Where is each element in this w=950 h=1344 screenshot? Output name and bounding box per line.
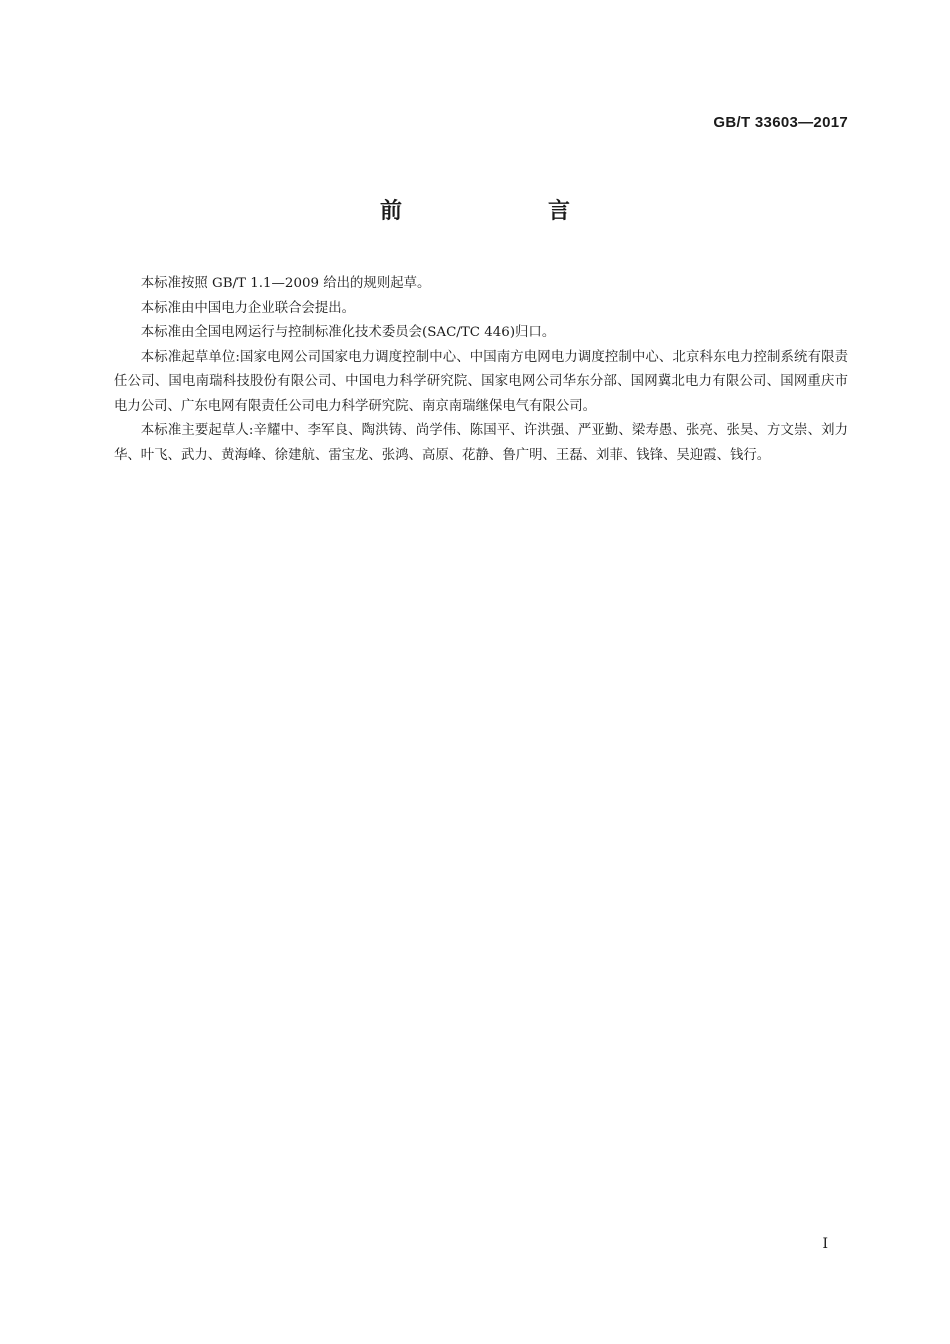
paragraph-drafting-units: 本标准起草单位:国家电网公司国家电力调度控制中心、中国南方电网电力调度控制中心、北京科东电力控制系统有限责任公司、国电南瑞科技股份有限公司、中国电力科学研究院、国家电网公司华东分部、国网冀北电力有限公司、国网重庆市电力公司、广东电网有限责任公司电力科学研究院、南京南瑞继保电气有限公司。 xyxy=(114,349,848,414)
page-title: 前 言 xyxy=(379,199,632,224)
foreword-body xyxy=(114,272,848,468)
paragraph-drafting-rules: 本标准按照 GB/T 1.1—2009 给出的规则起草。 xyxy=(140,276,431,291)
paragraph-committee: 本标准由全国电网运行与控制标准化技术委员会(SAC/TC 446)归口。 xyxy=(140,325,556,340)
standard-code: GB/T 33603—2017 xyxy=(713,114,848,131)
paragraph-drafters: 本标准主要起草人:辛耀中、李军良、陶洪铸、尚学伟、陈国平、许洪强、严亚勤、梁寿愚、张亮、张昊、方文崇、刘力华、叶飞、武力、黄海峰、徐建航、雷宝龙、张鸿、高原、花静、鲁广明、王磊、刘菲、钱锋、吴迎霞、钱行。 xyxy=(114,423,848,463)
page-number: I xyxy=(822,1236,828,1252)
paragraph-proposer: 本标准由中国电力企业联合会提出。 xyxy=(140,300,356,316)
